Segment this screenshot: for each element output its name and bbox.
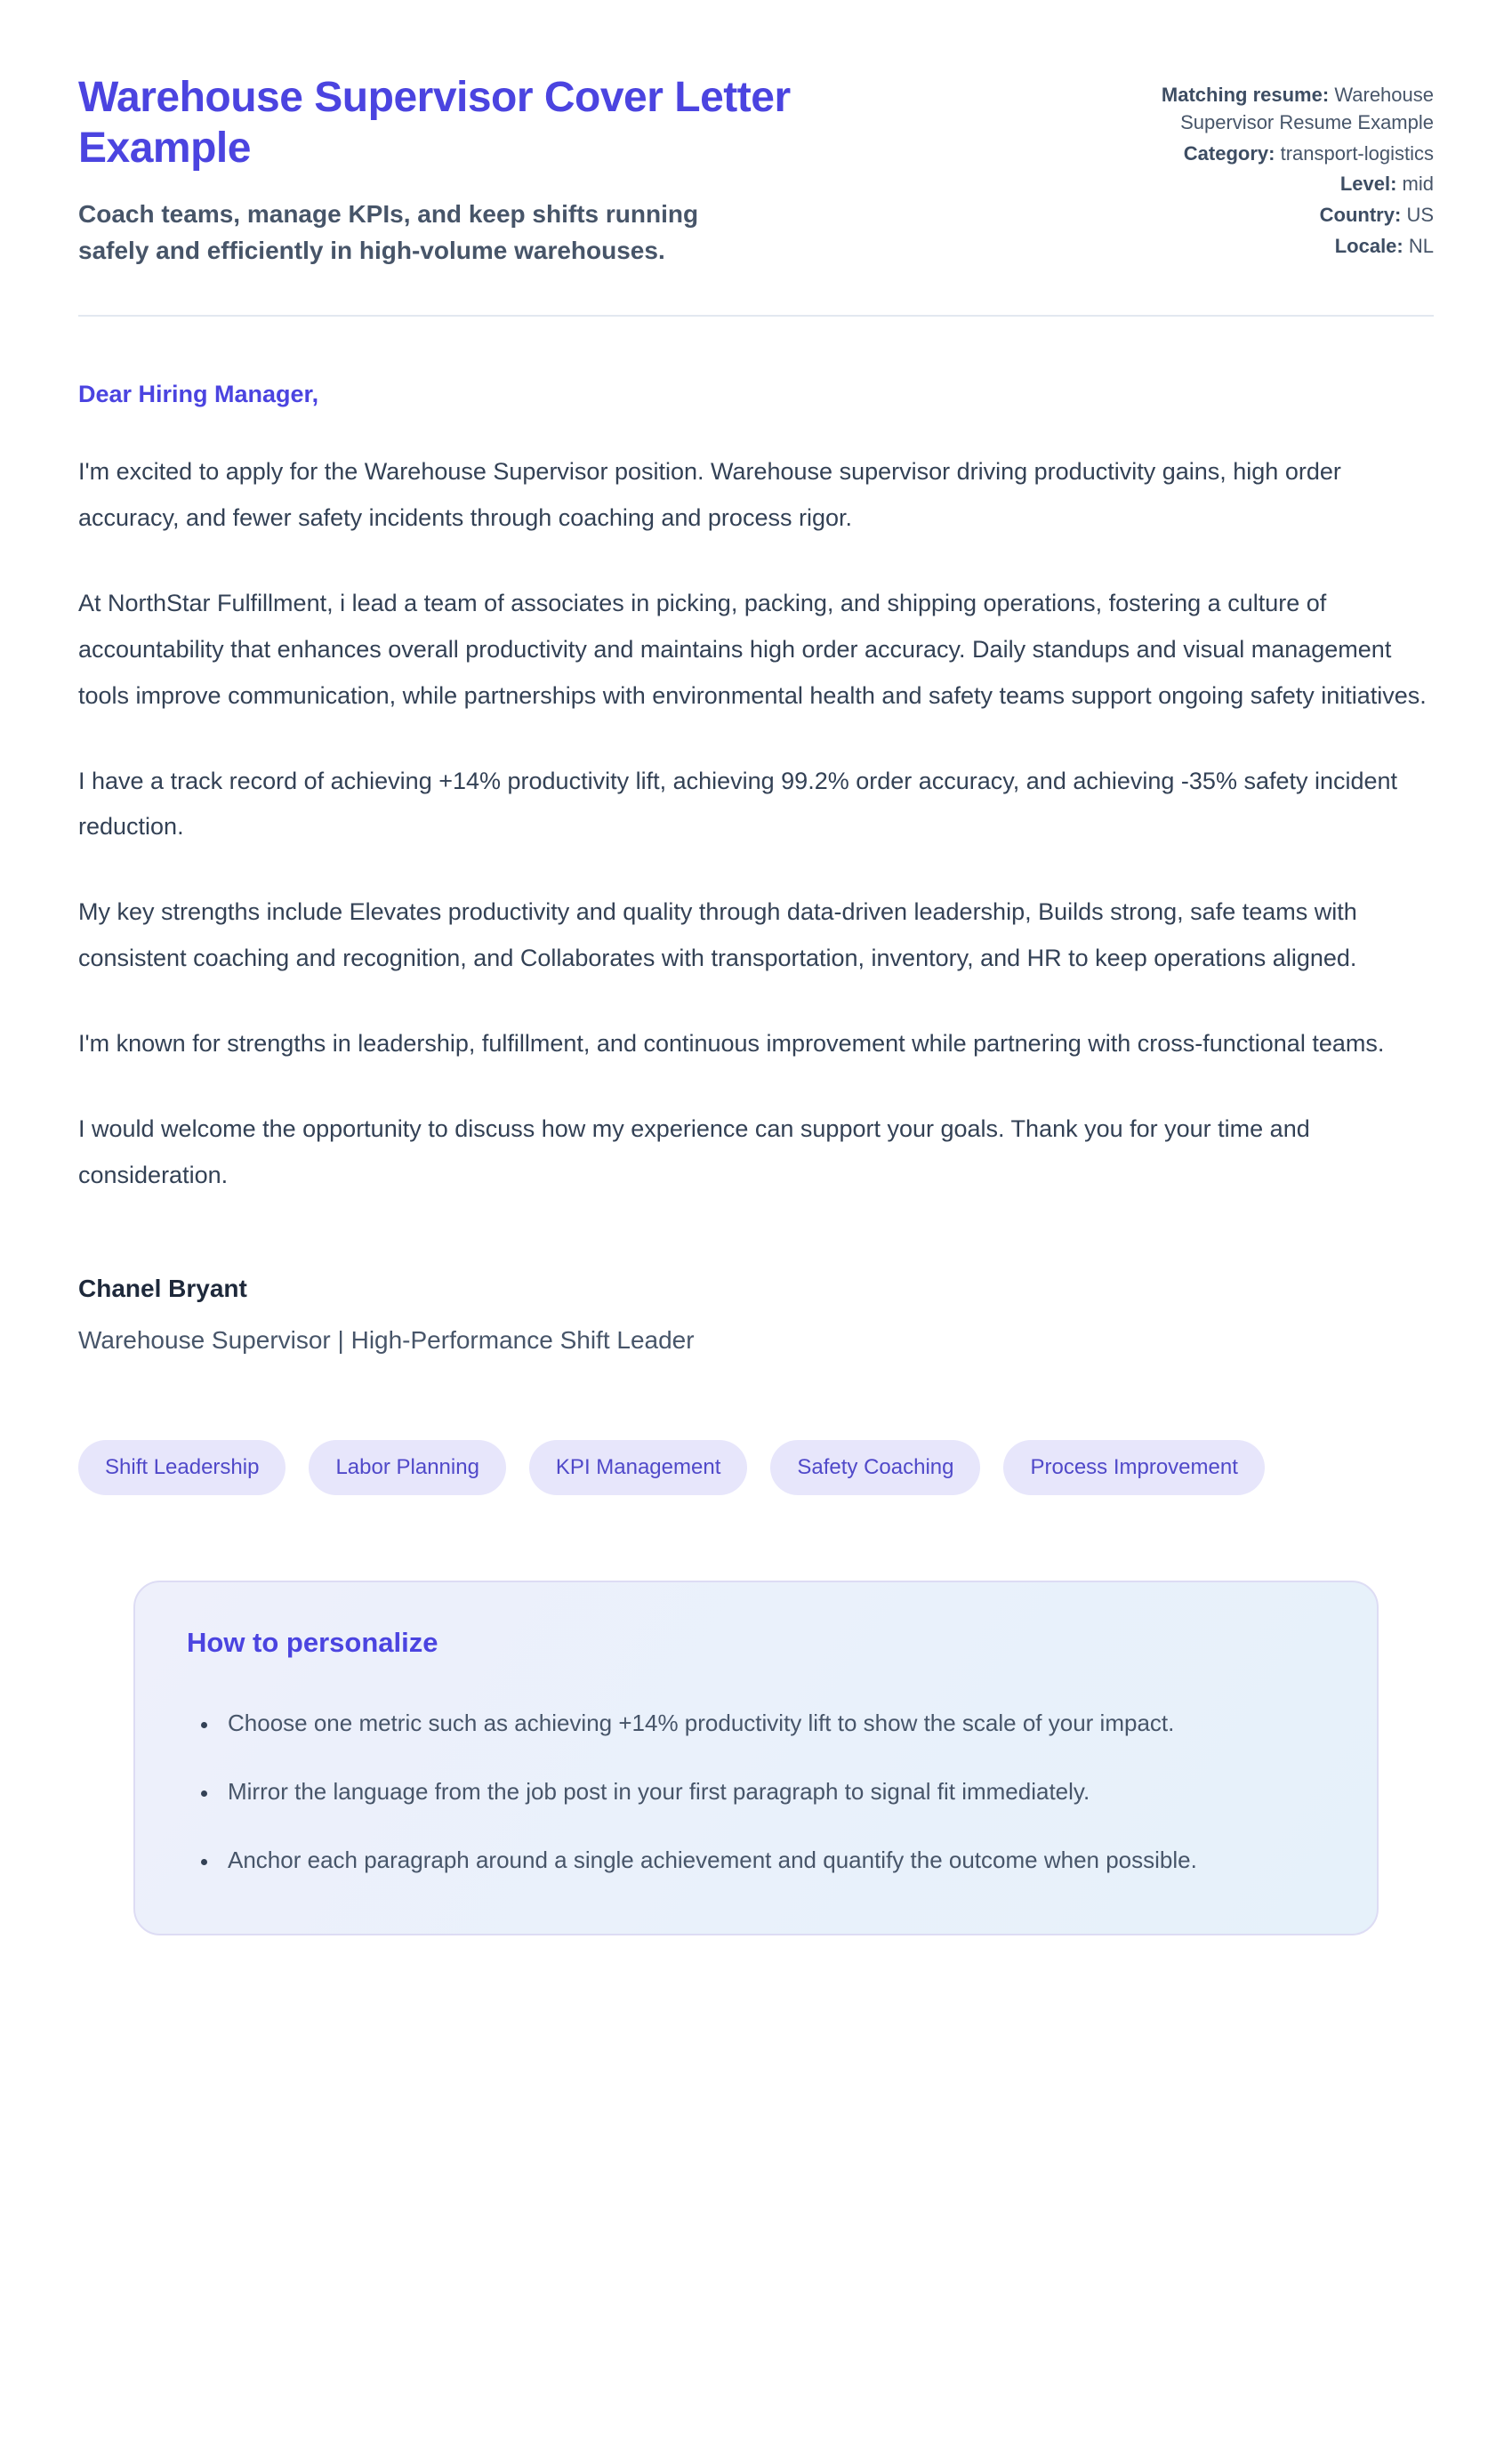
resume-meta bbox=[1151, 73, 1434, 264]
skill-tags bbox=[78, 1440, 1434, 1495]
tag-safety-coaching: Safety Coaching bbox=[770, 1440, 980, 1495]
meta-label: Category: bbox=[1183, 141, 1275, 165]
letter-paragraph-3: I have a track record of achieving +14% productivity lift, achieving 99.2% order accuracy, and achieving -35% safety incident reduction. bbox=[78, 767, 1398, 841]
header-divider bbox=[78, 315, 1434, 317]
signature-role: Warehouse Supervisor | High-Performance Shift Leader bbox=[78, 1326, 695, 1355]
meta-category bbox=[1151, 141, 1434, 168]
meta-value: mid bbox=[1402, 173, 1434, 196]
signature-name: Chanel Bryant bbox=[78, 1275, 247, 1303]
meta-value: US bbox=[1406, 204, 1434, 227]
tag-kpi-management: KPI Management bbox=[529, 1440, 747, 1495]
letter-paragraph-4: My key strengths include Elevates productivity and quality through data-driven leadership, Builds strong, safe teams with consistent coaching and recognition, and Collaborates with transportation, inventory, and HR to keep operations aligned. bbox=[78, 898, 1357, 972]
header-titles bbox=[78, 73, 816, 269]
tip-item-1: • Choose one metric such as achieving +14% productivity lift to show the scale of your impact. bbox=[219, 1702, 1325, 1745]
personalize-tips bbox=[187, 1702, 1325, 1882]
letter-paragraph-5: I'm known for strengths in leadership, fulfillment, and continuous improvement while partnering with cross-functional teams. bbox=[78, 1029, 1385, 1057]
letter-signature bbox=[78, 1275, 1434, 1355]
personalize-box bbox=[133, 1581, 1379, 1935]
letter-paragraph-2: At NorthStar Fulfillment, i lead a team of associates in picking, packing, and shipping operations, fostering a culture of accountability that enhances overall productivity and maintains high order accuracy. Daily standups and visual management tools improve communication, while partnerships with environmental health and safety teams support ongoing safety initiatives. bbox=[78, 590, 1427, 709]
meta-level bbox=[1151, 171, 1434, 198]
meta-locale bbox=[1151, 233, 1434, 261]
letter-paragraph-1: I'm excited to apply for the Warehouse Supervisor position. Warehouse supervisor driving productivity gains, high order accuracy, and fewer safety incidents through coaching and process rigor. bbox=[78, 458, 1341, 532]
meta-label: Level: bbox=[1339, 173, 1397, 196]
meta-value: NL bbox=[1408, 234, 1434, 257]
meta-value: Warehouse Supervisor Resume Example bbox=[1180, 84, 1434, 133]
meta-matching-resume bbox=[1151, 82, 1434, 137]
letter-body bbox=[78, 381, 1434, 1355]
meta-label: Country: bbox=[1319, 204, 1402, 227]
letter-paragraph-6: I would welcome the opportunity to discuss how my experience can support your goals. Thank you for your time and consideration. bbox=[78, 1114, 1310, 1188]
meta-label: Locale: bbox=[1334, 234, 1403, 257]
page-subtitle: Coach teams, manage KPIs, and keep shifts running safely and efficiently in high-volume warehouses. bbox=[78, 200, 699, 264]
meta-value: transport-logistics bbox=[1280, 141, 1434, 165]
page-title: Warehouse Supervisor Cover Letter Example bbox=[78, 74, 791, 172]
meta-label: Matching resume: bbox=[1161, 84, 1330, 106]
meta-country bbox=[1151, 202, 1434, 229]
tag-labor-planning: Labor Planning bbox=[309, 1440, 505, 1495]
tag-shift-leadership: Shift Leadership bbox=[78, 1440, 286, 1495]
personalize-title: How to personalize bbox=[187, 1627, 438, 1659]
tip-item-2: • Mirror the language from the job post in your first paragraph to signal fit immediately. bbox=[219, 1770, 1325, 1814]
page-header bbox=[78, 73, 1434, 269]
letter-greeting: Dear Hiring Manager, bbox=[78, 381, 319, 408]
tip-item-3: • Anchor each paragraph around a single achievement and quantify the outcome when possible. bbox=[219, 1839, 1325, 1882]
tag-process-improvement: Process Improvement bbox=[1003, 1440, 1264, 1495]
